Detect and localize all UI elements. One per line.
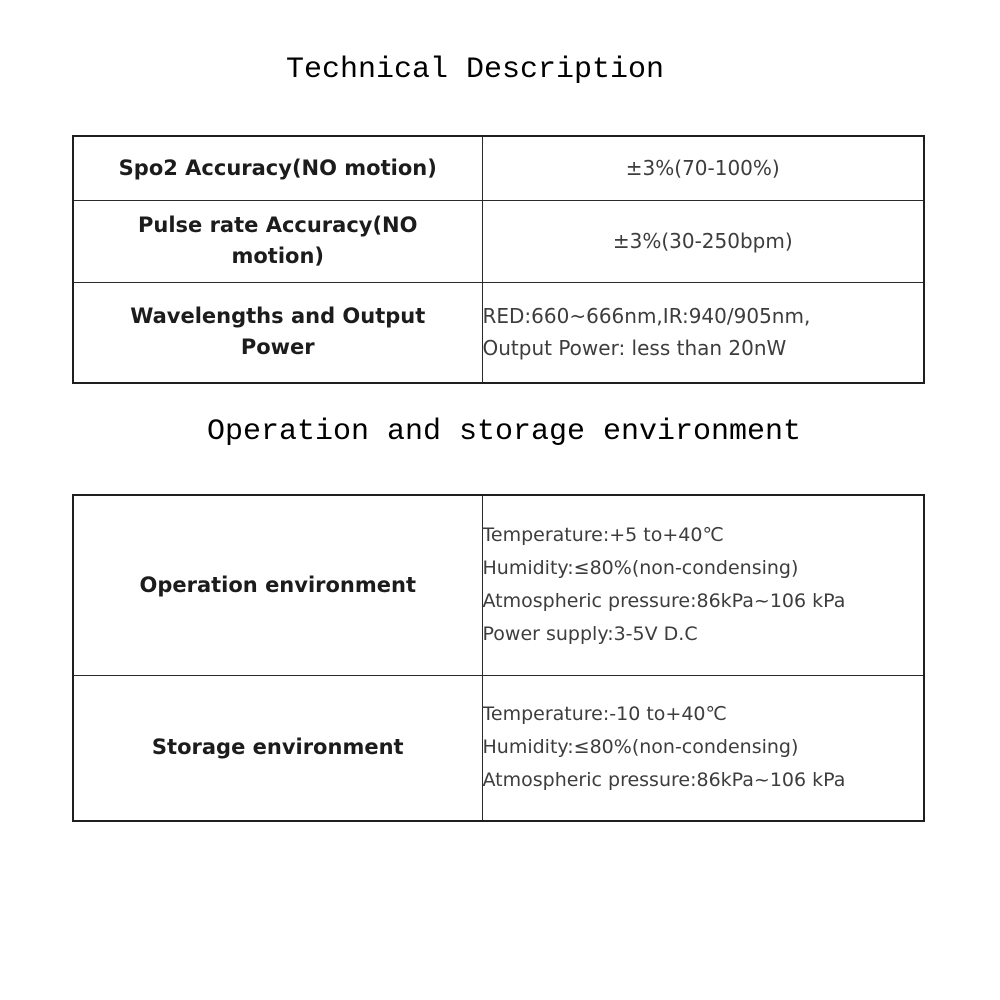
spec-value-line: Temperature:-10 to+40℃ [482,703,727,726]
spec-label-line: Pulse rate Accuracy(NO [137,213,418,237]
spec-value-line: Atmospheric pressure:86kPa~106 kPa [482,769,846,792]
spec-value-line: Humidity:≤80%(non-condensing) [482,557,799,580]
section-title-technical-description: Technical Description [285,53,665,87]
spec-value-pulse-rate-accuracy [482,200,924,282]
spec-value-line: Temperature:+5 to+40℃ [482,524,724,547]
spec-value-storage-environment [482,675,924,821]
spec-label-line: Operation environment [139,572,416,597]
spec-label-spo2-accuracy [73,136,482,200]
spec-label-pulse-rate-accuracy [73,200,482,282]
spec-label-line: Storage environment [151,735,404,760]
spec-value-line: RED:660~666nm,IR:940/905nm, [482,304,811,329]
spec-label-line: Wavelengths and Output [130,304,426,329]
spec-label-line: Spo2 Accuracy(NO motion) [118,155,437,180]
environment-table [72,494,925,822]
table-row-pulse-rate-accuracy [73,200,924,282]
spec-value-operation-environment [482,495,924,675]
spec-value-line: Atmospheric pressure:86kPa~106 kPa [482,590,846,613]
spec-value-line: Output Power: less than 20nW [482,336,787,361]
table-row-operation-environment [73,495,924,675]
spec-label-storage-environment [73,675,482,821]
section-title-operation-storage-environment: Operation and storage environment [206,415,802,449]
spec-value-spo2-accuracy [482,136,924,200]
spec-label-line: Power [240,335,315,360]
spec-value-line: Humidity:≤80%(non-condensing) [482,736,799,759]
spec-value-wavelengths [482,282,924,383]
table-row-spo2-accuracy [73,136,924,200]
technical-description-table [72,135,925,384]
spec-value-line: ±3%(30-250bpm) [612,229,793,253]
spec-label-line: motion) [231,244,325,268]
spec-value-line: Power supply:3-5V D.C [482,623,698,646]
spec-label-wavelengths [73,282,482,383]
spec-label-operation-environment [73,495,482,675]
table-row-wavelengths [73,282,924,383]
spec-value-line: ±3%(70-100%) [625,156,780,181]
table-row-storage-environment [73,675,924,821]
